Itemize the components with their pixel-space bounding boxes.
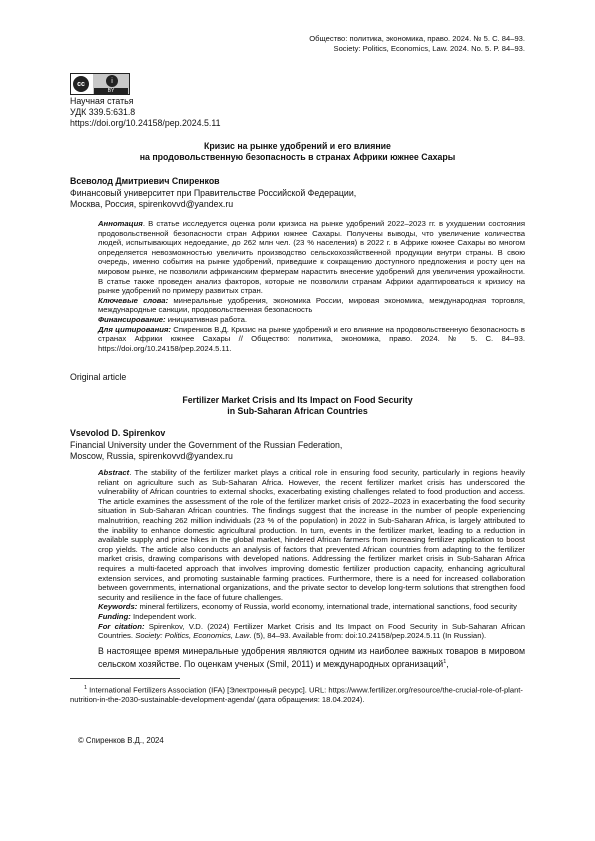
title-en: Fertilizer Market Crisis and Its Impact on Food Security in Sub-Saharan African Countries [182,395,413,417]
person-icon: i [106,75,118,87]
citation-label-en: For citation: [98,621,145,631]
title-ru: Кризис на рынке удобрений и его влияние на продовольственную безопасность в странах Африки южнее Сахары [139,141,456,163]
author-ru: Всеволод Дмитриевич Спиренков [70,176,220,186]
funding-label-en: Funding: [98,611,131,621]
journal-header [309,34,525,54]
journal-line-ru: Общество: политика, экономика, право. 2024. № 5. С. 84–93. [309,34,525,43]
article-meta [70,96,220,130]
footnote-ref[interactable]: 1 [443,659,447,666]
citation-journal-en: Society: Politics, Economics, Law [135,631,250,641]
article-type-en: Original article [70,372,127,382]
affiliation-en: Financial University under the Government of the Russian Federation, Moscow, Russia, spirenkovvd@yandex.ru [70,440,343,462]
cc-icon: cc [73,76,89,92]
copyright: © Спиренков В.Д., 2024 [78,736,164,745]
keywords-label-ru: Ключевые слова: [98,295,169,305]
body-paragraph: В настоящее время минеральные удобрения являются одним из наиболее важных товаров в мировом сельском хозяйстве. По оценкам ученых (Smil, 2011) и международных организаций$^1$, [98,646,525,670]
abstract-label-ru: Аннотация [98,219,143,228]
citation-label-ru: Для цитирования: [98,324,171,334]
keywords-label-en: Keywords: [98,602,138,612]
abstract-en: Abstract. The stability of the fertilizer market plays a critical role in ensuring food security, particularly in regions heavily reliant on agriculture such as Sub-Saharan Africa. However, the recent fertilizer market crisis has underscored the vulnerability of African countries to external shocks, exacerbating existing challenges related to food production and access. The article examines the assessment of the role of the fertilizer market crisis of 2022–2023 in exacerbating the food security situation in Sub-Saharan African countries. The findings suggest that the increase in the number of people experiencing malnutrition, reaching 262 million individuals (23 % of the population) in 2022 in Sub-Saharan Africa, is largely attributed to the inability to enhance domestic agricultural production. In turn, events in the fertilizer market, leading to a reduction in available supply and price hikes in the global market, hindered African farmers from increasing fertilizer application to boost crop yields. The article also conducts an analysis of factors that prevented African countries from adapting to the fertilizer market crisis, drawing comparisons with developed nations. Addressing the fertilizer market crisis in Sub-Saharan Africa requires a multi-faceted approach that involves improving domestic fertilizer production capacity, enhancing agricultural extension services, and promoting sustainable farming practices. Furthermore, there is a need for increased collaboration between governments, international organizations, and the private sector to develop long-term solutions that strengthen food security and resilience in the face of future challenges. Keywords: mineral fertilizers, economy of Russia, world economy, international trade, international sanctions, food security Funding: Independent work. For citation: Spirenkov, V.D. (2024) Fertilizer Market Crisis and Its Impact on Food Security in Sub-Saharan African Countries. Society: Politics, Economics, Law. (5), 84–93. Available from: doi:10.24158/pep.2024.5.11 (In Russian). [98,468,525,641]
author-en: Vsevolod D. Spirenkov [70,428,166,438]
doi-link[interactable]: https://doi.org/10.24158/pep.2024.5.11 [70,118,221,129]
journal-line-en: Society: Politics, Economics, Law. 2024. No. 5. P. 84–93. [333,44,525,53]
udk: УДК 339.5:631.8 [70,107,136,118]
cc-by-license-badge[interactable] [70,73,130,95]
abstract-ru: Аннотация. В статье исследуется оценка роли кризиса на рынке удобрений 2022–2023 гг. в ухудшении состояния продовольственной безопасности стран Африки южнее Сахары. Получены выводы, что увеличение количества людей, испытывающих недоедание, до 262 млн чел. (23 % населения) в 2022 г. в Африке южнее Сахары во многом определяется невозможностью увеличить производство сельскохозяйственной продукции внутри страны. В свою очередь, именно события на рынке удобрений, приведшие к сокращению доступного предложения и росту цен на мировом рынке, не позволили африканским фермерам нарастить внесение удобрений для увеличения урожайности. В статье также проведен анализ факторов, которые не позволили странам Африки адаптироваться к кризису на рынке удобрений по примеру развитых стран. Ключевые слова: минеральные удобрения, экономика России, мировая экономика, международная торговля, международные санкции, продовольственная безопасность Финансирование: инициативная работа. Для цитирования: Спиренков В.Д. Кризис на рынке удобрений и его влияние на продовольственную безопасность в странах Африки южнее Сахары // Общество: политика, экономика, право. 2024. № 5. С. 84–93. https://doi.org/10.24158/pep.2024.5.11. [98,219,526,353]
footnote-divider [70,678,180,679]
by-label: BY [94,88,128,94]
footnote: $^1$ International Fertilizers Association (IFA) [Электронный ресурс]. URL: https://www.fertilizer.org/resource/the-crucial-role-of-plant-nutrition-in-the-2030-sustainable-development-agenda/ (дата обращения: 18.04.2024). [70,685,523,705]
footnote-number: 1 [84,685,88,691]
affiliation-ru: Финансовый университет при Правительстве Российской Федерации, Москва, Россия, spirenkovvd@yandex.ru [70,188,357,210]
funding-label-ru: Финансирование: [98,314,166,324]
abstract-label-en: Abstract [98,468,130,477]
article-type-ru: Научная статья [70,96,134,106]
